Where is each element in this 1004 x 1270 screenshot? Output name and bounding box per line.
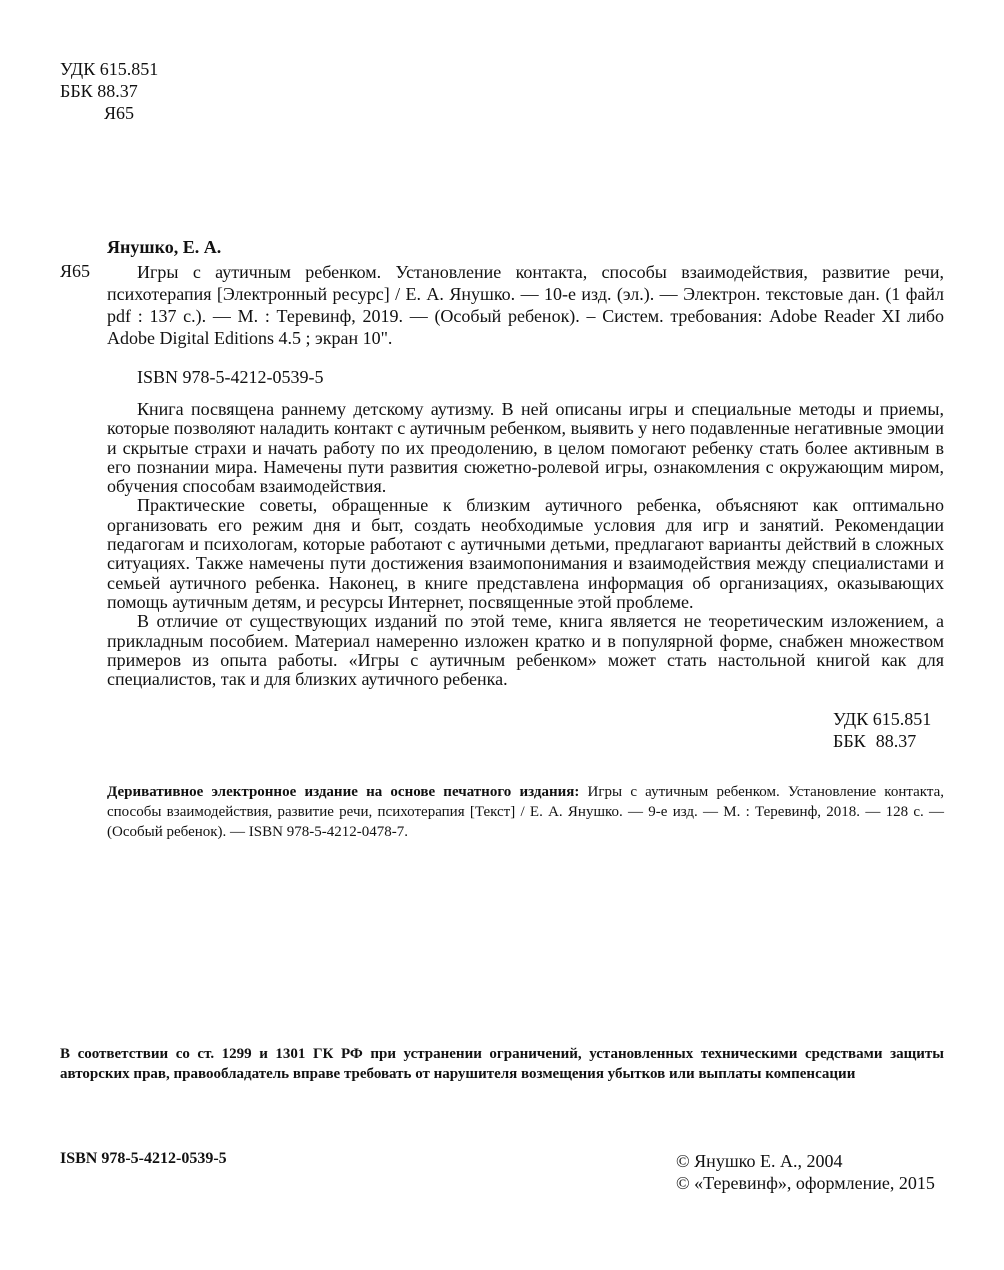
- udk-code: УДК 615.851: [833, 709, 932, 729]
- catalog-author-mark: Я65: [60, 261, 91, 281]
- copyright-design: © «Теревинф», оформление, 2015: [676, 1173, 935, 1193]
- catalog-description: Игры с аутичным ребенком. Установление контакта, способы взаимодействия, развитие речи, психотерапия [Электронный ресурс] / Е. А. Янушко. — 10-е изд. (эл.). — Электрон. текстовые дан. (1 файл pdf : 137 с.). — М. : Теревинф, 2019. — (Особый ребенок). – Систем. требования: Adobe Reader XI либо Adobe Digital Editions 4.5 ; экран 10".: [107, 262, 944, 348]
- copyright-block: [676, 1150, 935, 1194]
- bbk-value: 88.37: [97, 81, 138, 101]
- derivative-lead: Деривативное электронное издание на основе печатного издания:: [107, 784, 580, 800]
- abstract-paragraph: В отличие от существующих изданий по этой теме, книга является не теоретическим изложением, а прикладным пособием. Материал намеренно изложен кратко и в популярной форме, снабжен множеством примеров из опыта работы. «Игры с аутичным ребенком» может стать настольной книгой как для специалистов, так и для близких аутичного ребенка.: [107, 611, 944, 690]
- copyright-author: © Янушко Е. А., 2004: [676, 1151, 843, 1171]
- abstract-paragraph: Практические советы, обращенные к близким аутичного ребенка, объясняют как оптимально организовать его режим дня и быт, создать необходимые условия для игр и занятий. Рекомендации педагогам и психологам, которые работают с аутичными детьми, предлагают варианты действий в сложных ситуациях. Также намечены пути достижения взаимопонимания и взаимодействия между специалистами и семьей аутичного ребенка. Наконец, в книге представлена информация об организациях, оказывающих помощь аутичным детям, и ресурсы Интернет, посвященные этой проблеме.: [107, 495, 944, 612]
- catalog-isbn: ISBN 978-5-4212-0539-5: [137, 367, 324, 387]
- abstract-paragraph: Книга посвящена раннему детскому аутизму. В ней описаны игры и специальные методы и приемы, которые позволяют наладить контакт с аутичным ребенком, выявить у него подавленные негативные эмоции и скрытые страхи и начать работу по их преодолению, в целом помогают ребенку стать более активным в его познании мира. Намечены пути развития сюжетно-ролевой игры, ознакомления с окружающим миром, обучения способам взаимодействия.: [107, 399, 944, 497]
- bottom-isbn: ISBN 978-5-4212-0539-5: [60, 1150, 227, 1167]
- bbk-label: ББК: [60, 81, 93, 101]
- derivative-text: Игры с аутичным ребенком. Установление контакта, способы взаимодействия, развитие речи, психотерапия [Текст] / Е. А. Янушко. — 9-е изд. — М. : Теревинф, 2018. — 128 с. — (Особый ребенок). — ISBN 978-5-4212-0478-7.: [107, 784, 944, 840]
- udk-code: УДК 615.851: [60, 59, 159, 79]
- book-abstract: [107, 400, 944, 689]
- bbk-code: [833, 730, 931, 752]
- author-mark: Я65: [104, 103, 135, 123]
- derivative-edition-note: [107, 782, 944, 842]
- catalog-author: Янушко, Е. А.: [107, 237, 222, 257]
- header-classification-codes: [60, 58, 158, 124]
- bbk-label: ББК: [833, 731, 866, 751]
- footer-classification-codes: [833, 708, 931, 752]
- bbk-code: [60, 80, 158, 102]
- rights-notice: В соответствии со ст. 1299 и 1301 ГК РФ при устранении ограничений, установленных техническими средствами защиты авторских прав, правообладатель вправе требовать от нарушителя возмещения убытков или выплаты компенсации: [60, 1046, 944, 1082]
- bbk-value: 88.37: [875, 731, 917, 751]
